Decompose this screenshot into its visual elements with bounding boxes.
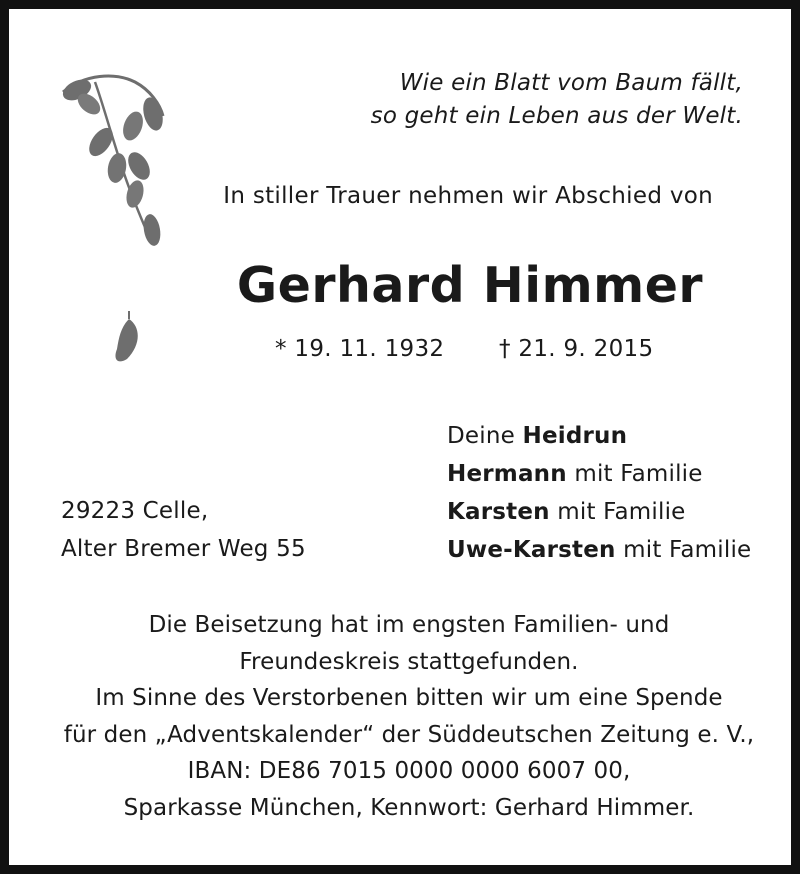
mourners-list — [447, 417, 751, 569]
note-line: für den „Adventskalender“ der Süddeutschen Zeitung e. V., — [63, 721, 755, 748]
birth-date: * 19. 11. 1932 — [275, 336, 445, 362]
leaf-branch-icon — [55, 64, 175, 264]
falling-leaf-icon — [111, 309, 145, 367]
address-line: 29223 Celle, — [61, 498, 209, 524]
note-line: Sparkasse München, Kennwort: Gerhard Himmer. — [123, 794, 695, 821]
intro-text: In stiller Trauer nehmen wir Abschied von — [223, 183, 713, 209]
notes — [9, 607, 800, 826]
address — [61, 492, 306, 568]
mourner-line: Deine Heidrun — [447, 423, 628, 449]
note-line: Freundeskreis stattgefunden. — [239, 648, 579, 675]
death-date: † 21. 9. 2015 — [499, 336, 654, 362]
mourner-line: Uwe-Karsten mit Familie — [447, 537, 752, 563]
mourner-line: Hermann mit Familie — [447, 461, 703, 487]
quote — [371, 67, 743, 133]
mourner-line: Karsten mit Familie — [447, 499, 686, 525]
note-line: IBAN: DE86 7015 0000 0000 6007 00, — [187, 758, 631, 784]
note-line: Im Sinne des Verstorbenen bitten wir um eine Spende — [95, 685, 723, 711]
deceased-name: Gerhard Himmer — [236, 257, 704, 314]
quote-line: so geht ein Leben aus der Welt. — [370, 103, 743, 129]
address-line: Alter Bremer Weg 55 — [61, 536, 306, 562]
quote-line: Wie ein Blatt vom Baum fällt, — [399, 70, 743, 96]
note-line: Die Beisetzung hat im engsten Familien- und — [148, 612, 670, 638]
